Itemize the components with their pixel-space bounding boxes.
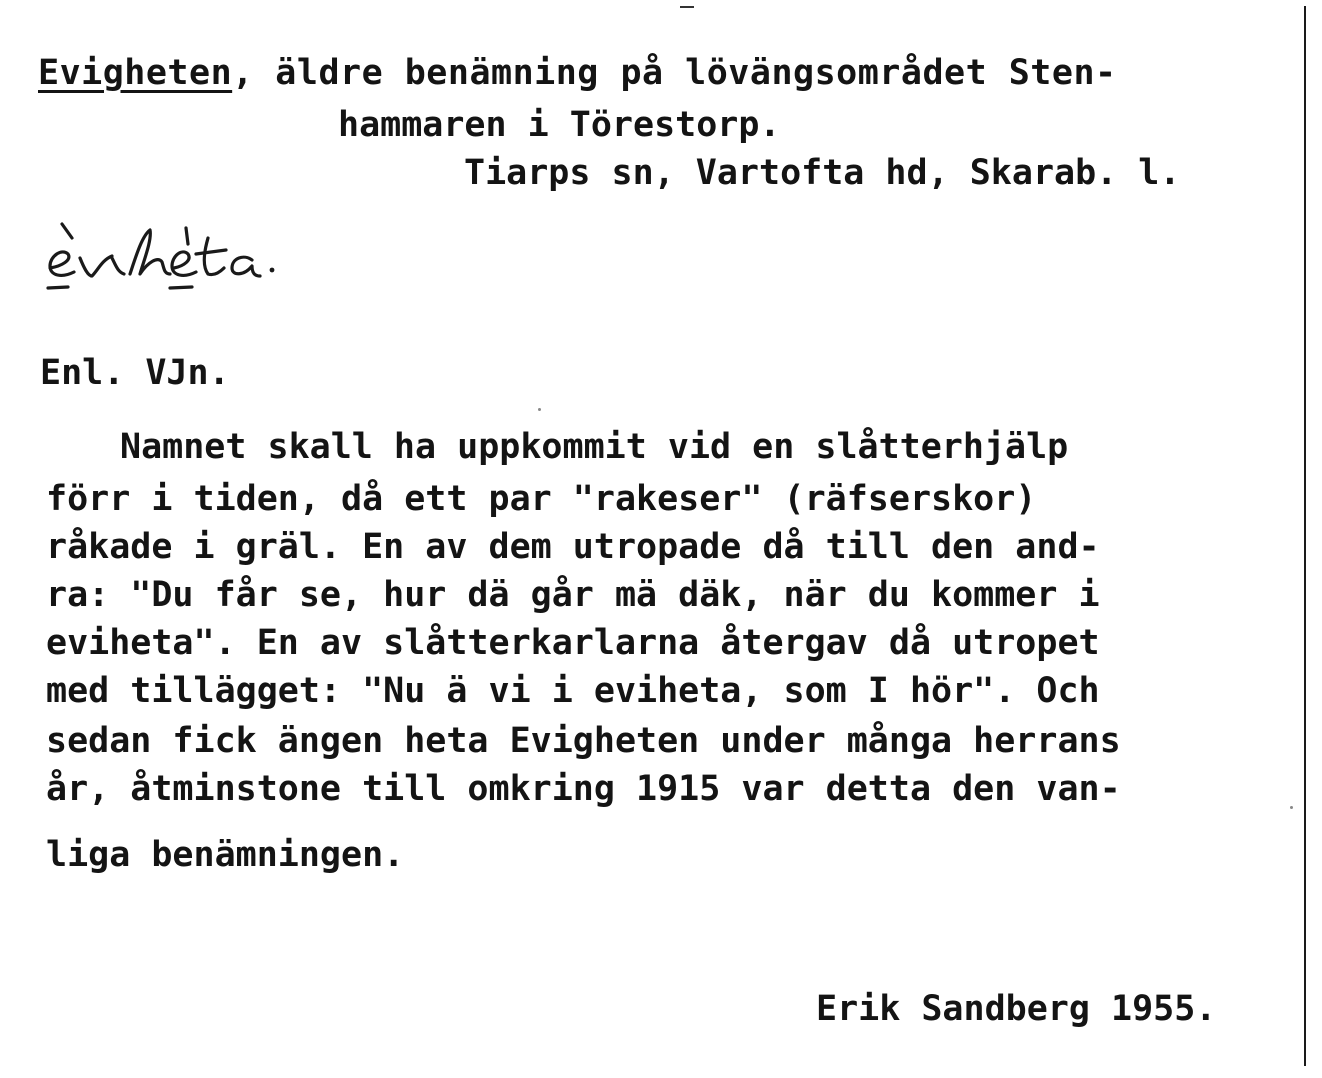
header-line-1-rest: , äldre benämning på lövängsområdet Sten- (232, 53, 1117, 93)
body-line-3: råkade i gräl. En av dem utropade då till den and- (46, 527, 1100, 567)
body-line-5: eviheta". En av slåtterkarlarna återgav då utropet (46, 623, 1100, 663)
body-line-7: sedan fick ängen heta Evigheten under många herrans (46, 721, 1121, 761)
paper-speck (1290, 806, 1293, 809)
body-line-4: ra: "Du får se, hur dä går mä däk, när du kommer i (46, 575, 1100, 615)
card-top-mark (680, 6, 694, 8)
header-line-1 (38, 53, 1117, 93)
location-line: Tiarps sn, Vartofta hd, Skarab. l. (464, 153, 1181, 193)
body-line-6: med tillägget: "Nu ä vi i eviheta, som I hör". Och (46, 671, 1100, 711)
card-edge-line (1304, 6, 1306, 1066)
body-line-2: förr i tiden, då ett par "rakeser" (räfserskor) (46, 479, 1037, 519)
handwritten-pronunciation (40, 216, 460, 306)
headword: Evigheten (38, 53, 233, 93)
source-reference: Enl. VJn. (40, 353, 230, 393)
body-line-9: liga benämningen. (46, 835, 405, 875)
paper-speck (538, 408, 541, 411)
signature: Erik Sandberg 1955. (816, 989, 1217, 1029)
header-line-2: hammaren i Törestorp. (338, 105, 781, 145)
body-line-8: år, åtminstone till omkring 1915 var detta den van- (46, 769, 1121, 809)
body-line-1: Namnet skall ha uppkommit vid en slåtterhjälp (120, 427, 1069, 467)
